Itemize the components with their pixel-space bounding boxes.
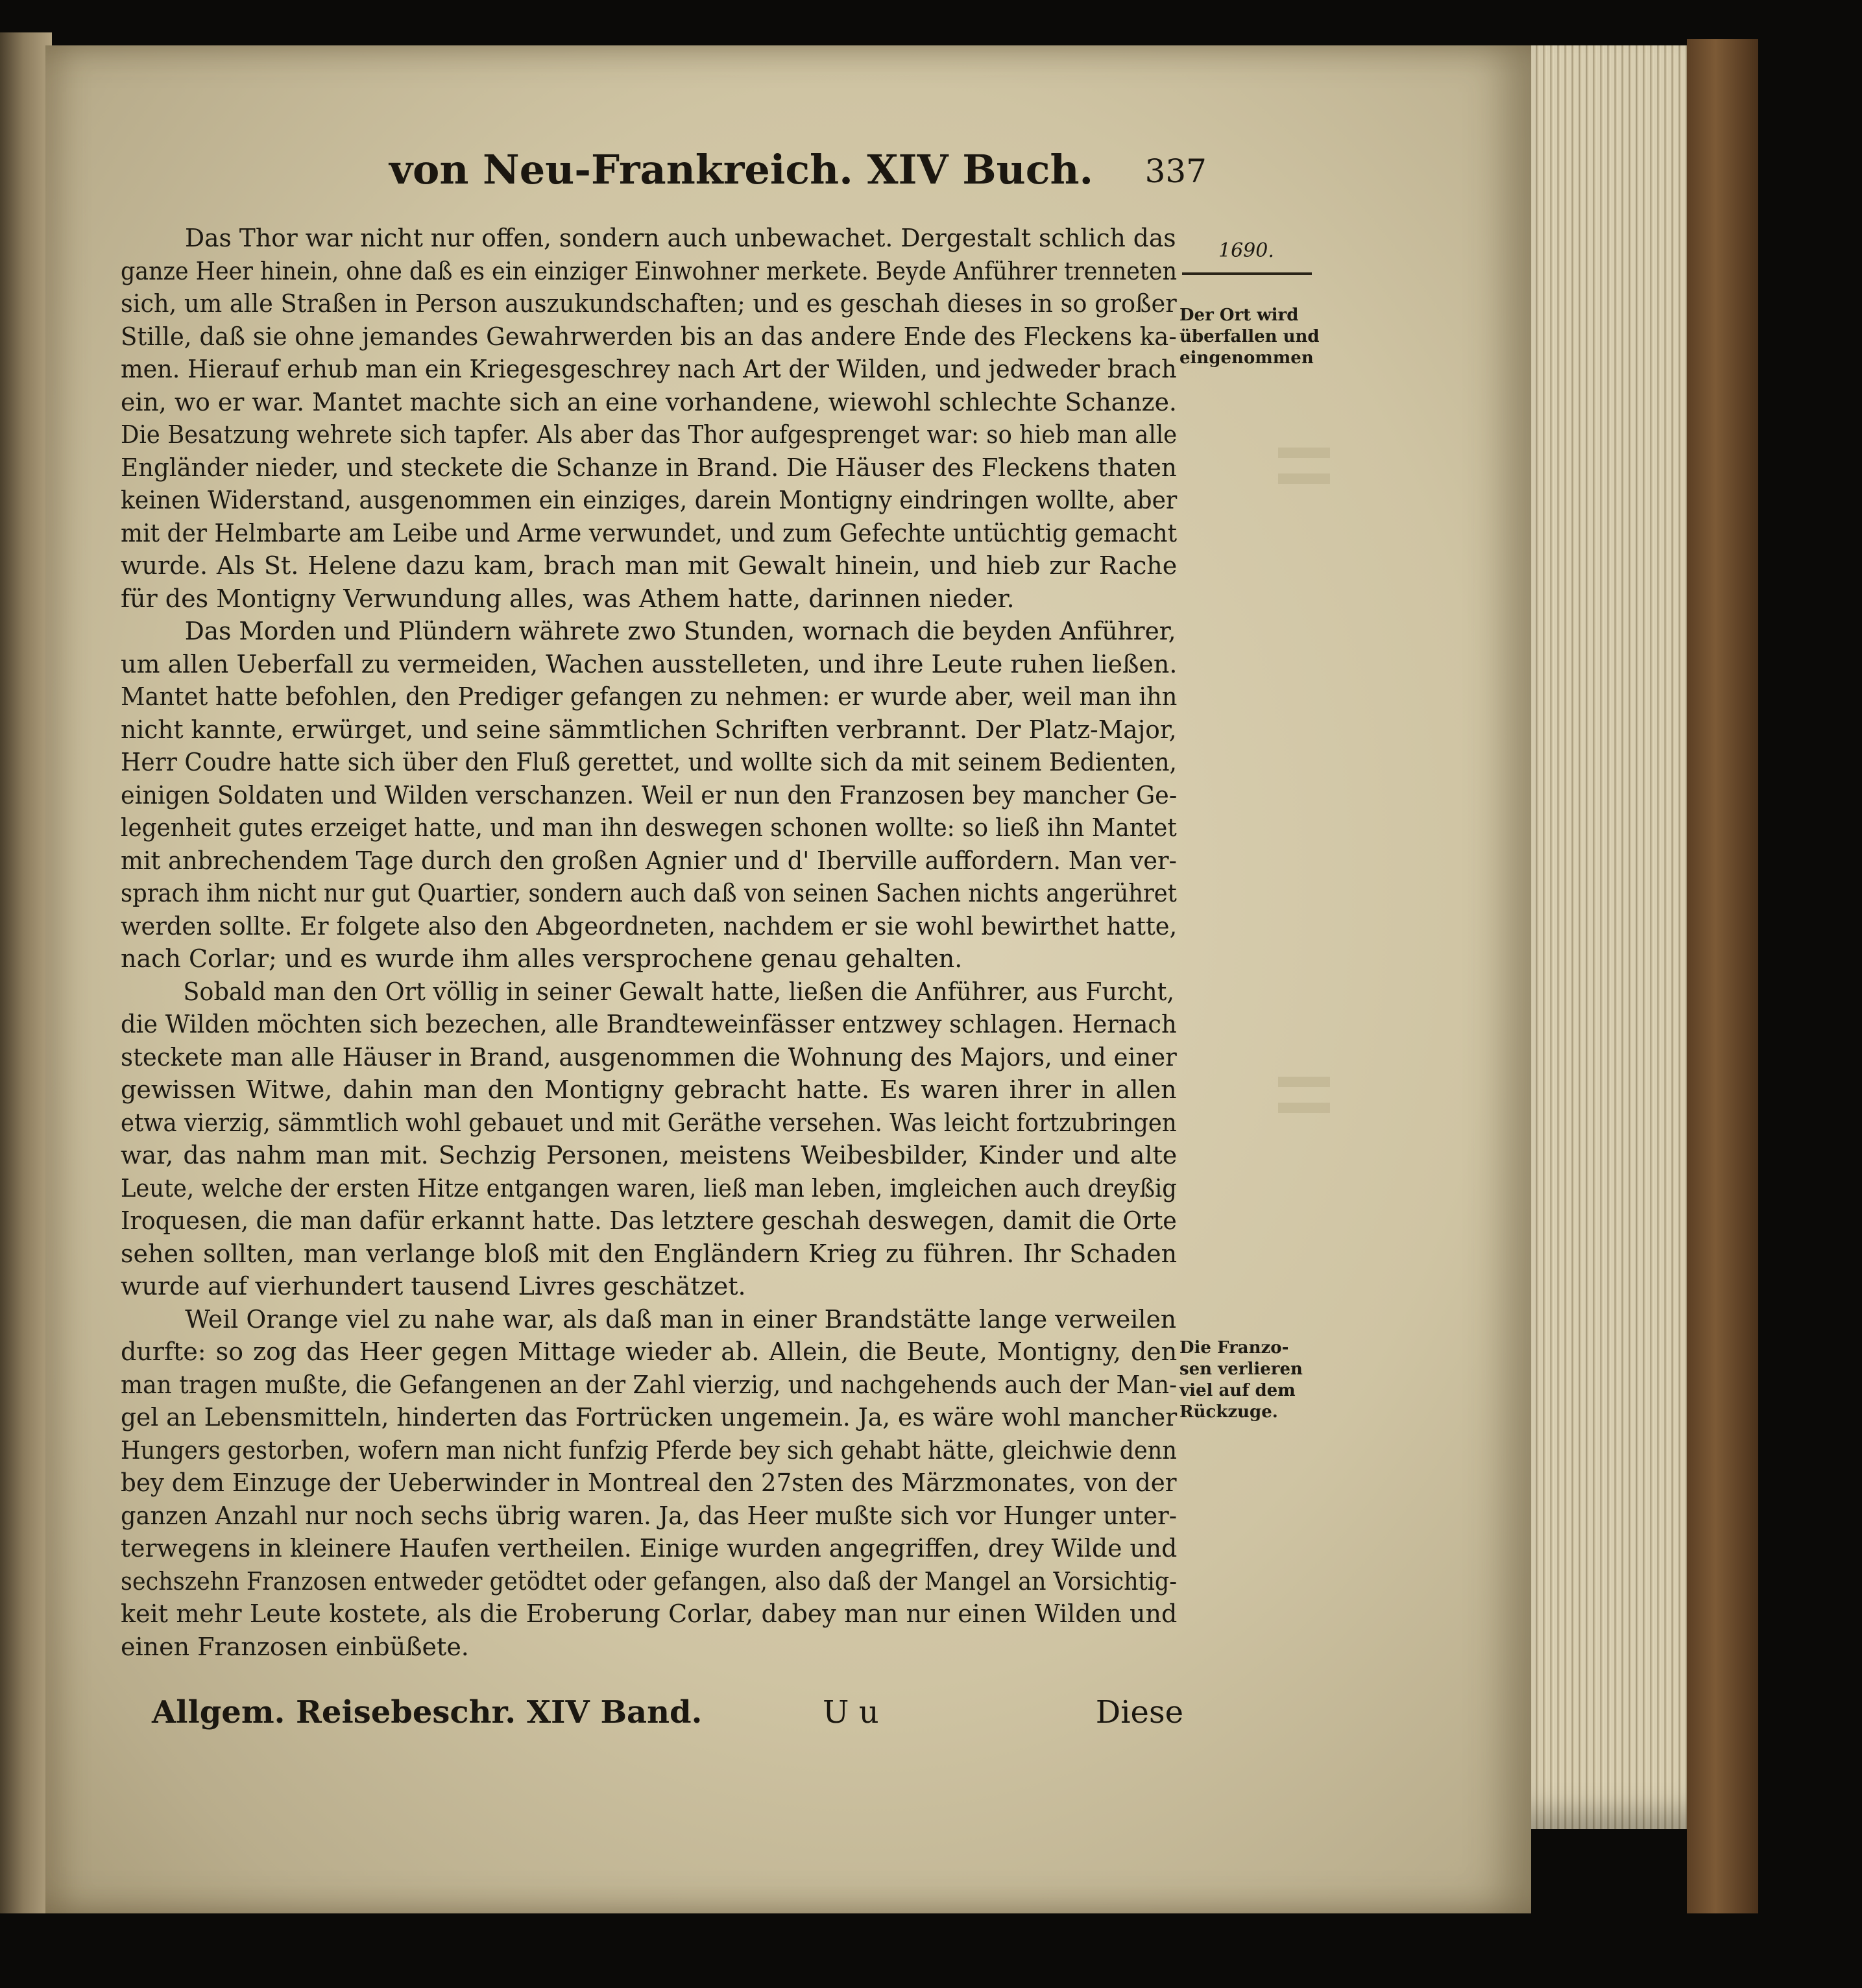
text-line: Engländer nieder, und steckete die Schanze in Brand. Die Häuser des Fleckens thaten [121, 453, 1177, 482]
show-through-mark [1278, 1103, 1330, 1113]
show-through-mark [1278, 1077, 1330, 1087]
margin-note-line: viel auf dem [1179, 1381, 1296, 1400]
text-line: nicht kannte, erwürget, und seine sämmtlichen Schriften verbrannt. Der Platz-Major, [121, 715, 1177, 744]
margin-note-line: Der Ort wird [1179, 305, 1299, 325]
running-head [389, 146, 1207, 198]
margin-note-line: eingenommen [1179, 348, 1314, 368]
text-line: Leute, welche der ersten Hitze entgangen waren, ließ man leben, imgleichen auch dreyßig [121, 1173, 1177, 1203]
text-line: ein, wo er war. Mantet machte sich an eine vorhandene, wiewohl schlechte Schanze. [121, 387, 1177, 416]
text-line: Iroquesen, die man dafür erkannt hatte. Das letztere geschah deswegen, damit die Orte [121, 1206, 1177, 1235]
margin-note-line: sen verlieren [1179, 1359, 1303, 1379]
text-line: ganzen Anzahl nur noch sechs übrig waren. Ja, das Heer mußte sich vor Hunger unter- [121, 1501, 1178, 1530]
margin-note-attack [1179, 305, 1320, 369]
signature-mark: U u [823, 1694, 879, 1731]
text-line: wurde. Als St. Helene dazu kam, brach man mit Gewalt hinein, und hieb zur Rache [121, 551, 1178, 580]
margin-note-retreat [1179, 1337, 1303, 1423]
text-line: Mantet hatte befohlen, den Prediger gefangen zu nehmen: er wurde aber, weil man ihn [121, 682, 1178, 711]
text-line: etwa vierzig, sämmtlich wohl gebauet und mit Geräthe versehen. Was leicht fortzubringen [121, 1108, 1177, 1137]
text-line: durfte: so zog das Heer gegen Mittage wieder ab. Allein, die Beute, Montigny, den [121, 1337, 1178, 1366]
text-line: einen Franzosen einbüßete. [121, 1632, 469, 1661]
paragraph [121, 615, 1177, 976]
text-line: Die Besatzung wehrete sich tapfer. Als aber das Thor aufgesprenget war: so hieb man alle [121, 420, 1178, 449]
margin-note-line: Die Franzo- [1179, 1338, 1289, 1358]
text-line: für des Montigny Verwundung alles, was Athem hatte, darinnen nieder. [121, 584, 1015, 613]
text-line: men. Hierauf erhub man ein Kriegesgeschrey nach Art der Wilden, und jedweder brach [121, 355, 1177, 383]
book-fore-edge [1518, 45, 1706, 1829]
text-line: wurde auf vierhundert tausend Livres geschätzet. [121, 1272, 746, 1300]
margin-year: 1690. [1218, 239, 1274, 262]
running-title: von Neu-Frankreich. XIV Buch. [389, 146, 1094, 193]
text-line: sehen sollten, man verlange bloß mit den Engländern Krieg zu führen. Ihr Schaden [121, 1239, 1178, 1268]
text-line: einigen Soldaten und Wilden verschanzen. Weil er nun den Franzosen bey mancher Ge- [121, 780, 1178, 809]
text-line: Hungers gestorben, wofern man nicht funfzig Pferde bey sich gehabt hätte, gleichwie denn [121, 1435, 1177, 1465]
text-line: legenheit gutes erzeiget hatte, und man ihn deswegen schonen wollte: so ließ ihn Mantet [121, 813, 1177, 842]
text-line: bey dem Einzuge der Ueberwinder in Montreal den 27sten des Märzmonates, von der [121, 1468, 1177, 1497]
text-line: Sobald man den Ort völlig in seiner Gewalt hatte, ließen die Anführer, aus Furcht, [183, 977, 1174, 1006]
text-line: gewissen Witwe, dahin man den Montigny gebracht hatte. Es waren ihrer in allen [121, 1075, 1177, 1104]
show-through-mark [1278, 448, 1330, 458]
margin-note-line: überfallen und [1179, 327, 1320, 346]
text-line: sich, um alle Straßen in Person auszukundschaften; und es geschah dieses in so großer [121, 289, 1177, 318]
text-line: man tragen mußte, die Gefangenen an der Zahl vierzig, und nachgehends auch der Man- [121, 1370, 1178, 1399]
text-line: sechszehn Franzosen entweder getödtet oder gefangen, also daß der Mangel an Vorsichtig- [121, 1566, 1178, 1596]
text-line: war, das nahm man mit. Sechzig Personen, meistens Weibesbilder, Kinder und alte [121, 1141, 1178, 1169]
year-rule [1182, 272, 1312, 275]
text-line: steckete man alle Häuser in Brand, ausgenommen die Wohnung des Majors, und einer [121, 1042, 1177, 1072]
text-line: mit der Helmbarte am Leibe und Arme verwundet, und zum Gefechte untüchtig gemacht [121, 518, 1178, 547]
text-line: ganze Heer hinein, ohne daß es ein einziger Einwohner merkete. Beyde Anführer trenneten [121, 256, 1178, 285]
paragraph [121, 222, 1177, 615]
text-line: die Wilden möchten sich bezechen, alle Brandteweinfässer entzwey schlagen. Hernach [121, 1010, 1177, 1038]
text-line: terwegens in kleinere Haufen vertheilen. Einige wurden angegriffen, drey Wilde und [121, 1534, 1178, 1563]
footer-volume: Allgem. Reisebeschr. XIV Band. [152, 1694, 703, 1731]
margin-note-line: Rückzuge. [1179, 1402, 1278, 1422]
page-number: 337 [1144, 152, 1207, 190]
text-line: um allen Ueberfall zu vermeiden, Wachen ausstelleten, und ihre Leute ruhen ließen. [121, 649, 1178, 678]
text-line: keit mehr Leute kostete, als die Eroberung Corlar, dabey man nur einen Wilden und [121, 1599, 1178, 1628]
show-through-mark [1278, 473, 1330, 484]
text-line: Herr Coudre hatte sich über den Fluß gerettet, und wollte sich da mit seinem Bedienten, [121, 748, 1177, 776]
text-line: werden sollte. Er folgete also den Abgeordneten, nachdem er sie wohl bewirthet hatte, [121, 911, 1178, 940]
body-text [121, 222, 1177, 1663]
text-line: Stille, daß sie ohne jemandes Gewahrwerden bis an das andere Ende des Fleckens ka- [121, 322, 1177, 351]
text-line: gel an Lebensmitteln, hinderten das Fortrücken ungemein. Ja, es wäre wohl mancher [121, 1403, 1178, 1431]
book-cover-edge [1687, 39, 1758, 1913]
text-line: Das Thor war nicht nur offen, sondern auch unbewachet. Dergestalt schlich das [184, 224, 1176, 252]
paragraph [121, 976, 1177, 1303]
text-line: mit anbrechendem Tage durch den großen Agnier und d' Iberville auffordern. Man ver- [121, 846, 1177, 875]
text-line: keinen Widerstand, ausgenommen ein einziges, darein Montigny eindringen wollte, aber [121, 486, 1178, 514]
text-line: Weil Orange viel zu nahe war, als daß man in einer Brandstätte lange verweilen [185, 1304, 1177, 1334]
text-line: Das Morden und Plündern währete zwo Stunden, wornach die beyden Anführer, [184, 617, 1176, 645]
catchword: Diese [1095, 1694, 1183, 1731]
facing-page-edge [0, 32, 52, 1913]
paragraph [121, 1303, 1177, 1664]
page-footer [152, 1694, 1183, 1733]
text-line: nach Corlar; und es wurde ihm alles versprochene genau gehalten. [121, 944, 963, 973]
text-line: sprach ihm nicht nur gut Quartier, sondern auch daß von seinen Sachen nichts angerühret [121, 879, 1177, 907]
